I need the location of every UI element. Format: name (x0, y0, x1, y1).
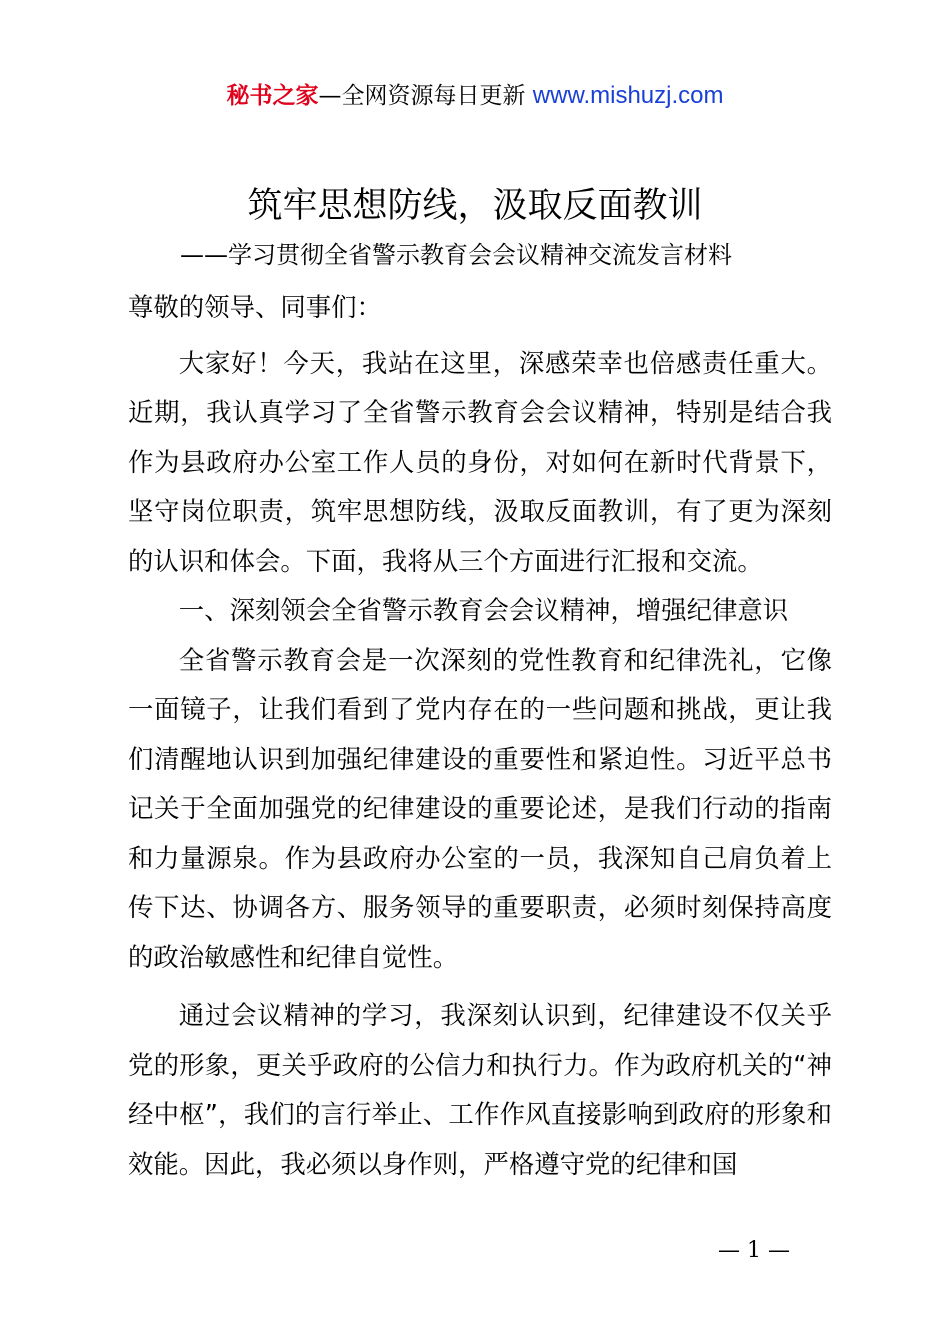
brand-name: 秘书之家 (226, 83, 319, 109)
page-number: — 1 — (718, 1238, 790, 1263)
document-body (128, 283, 832, 1189)
header-tagline: —全网资源每日更新 (318, 83, 526, 109)
site-url-link[interactable]: www.mishuzj.com (532, 82, 724, 109)
site-header (0, 80, 950, 112)
body-paragraph: 全省警示教育会是一次深刻的党性教育和纪律洗礼，它像一面镜子，让我们看到了党内存在的一些问题和挑战，更让我们清醒地认识到加强纪律建设的重要性和紧迫性。习近平总书记关于全面加强党的纪律建设的重要论述，是我们行动的指南和力量源泉。作为县政府办公室的一员，我深知自己肩负着上传下达、协调各方、服务领导的重要职责，必须时刻保持高度的政治敏感性和纪律自觉性。 (128, 644, 832, 972)
document-title: 筑牢思想防线，汲取反面教训 (247, 186, 703, 226)
body-paragraph: 通过会议精神的学习，我深刻认识到，纪律建设不仅关乎党的形象，更关乎政府的公信力和执行力。作为政府机关的“神经中枢”，我们的言行举止、工作作风直接影响到政府的形象和效能。因此，我必须以身作则，严格遵守党的纪律和国 (128, 1000, 832, 1179)
intro-paragraph: 大家好！今天，我站在这里，深感荣幸也倍感责任重大。近期，我认真学习了全省警示教育会会议精神，特别是结合我作为县政府办公室工作人员的身份，对如何在新时代背景下，坚守岗位职责，筑牢思想防线，汲取反面教训，有了更为深刻的认识和体会。下面，我将从三个方面进行汇报和交流。 (128, 347, 832, 576)
section-heading: 一、深刻领会全省警示教育会会议精神，增强纪律意识 (178, 595, 789, 625)
salutation: 尊敬的领导、同事们： (128, 292, 382, 322)
document-subtitle: ——学习贯彻全省警示教育会会议精神交流发言材料 (180, 241, 732, 269)
